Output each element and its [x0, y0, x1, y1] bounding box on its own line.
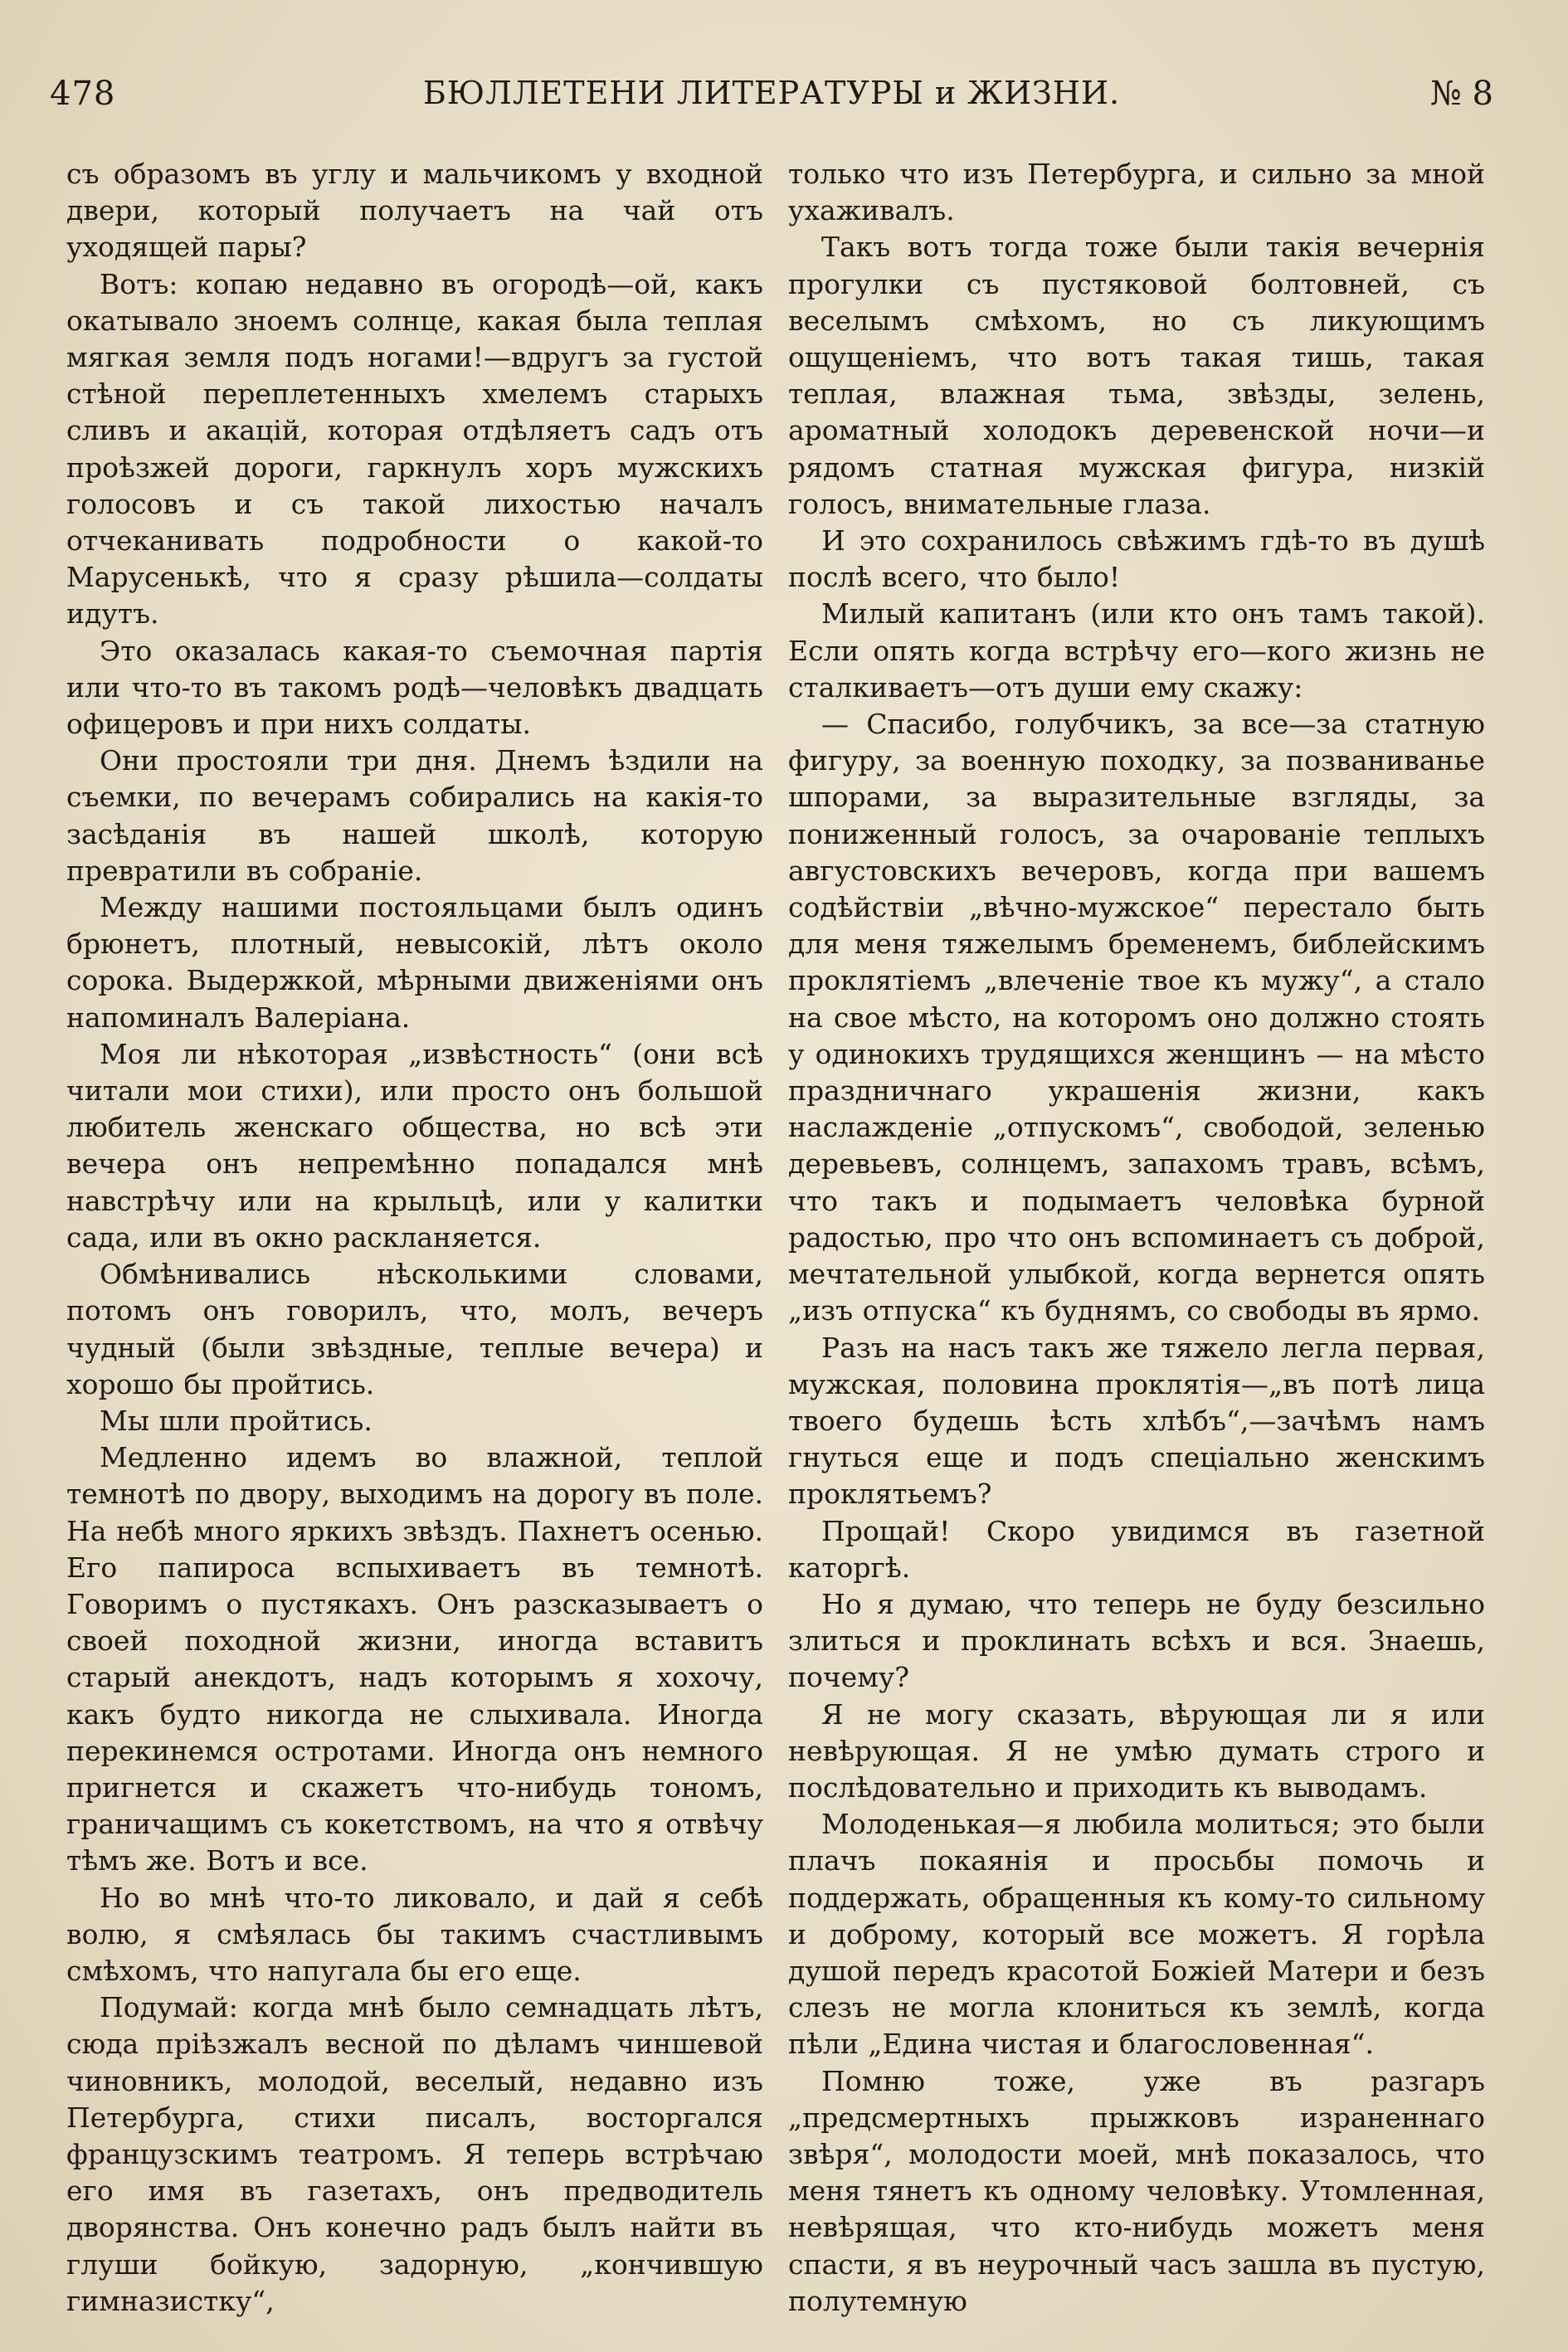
right-text-column [788, 156, 1485, 2346]
paragraph: Я не могу сказать, вѣрующая ли я или невѣрующая. Я не умѣю думать строго и послѣдовательно и приходить къ выводамъ. [788, 1697, 1485, 1804]
paragraph: Обмѣнивались нѣсколькими словами, потомъ онъ говорилъ, что, молъ, вечеръ чудный (были звѣздные, теплые вечера) и хорошо бы пройтись. [66, 1258, 763, 1400]
paragraph: Помню тоже, уже въ разгаръ „предсмертныхъ прыжковъ израненнаго звѣря“, молодости моей, мнѣ показалось, что меня тянетъ къ одному человѣку. Утомленная, невѣрящая, что кто-нибудь можетъ меня спасти, я въ неурочный часъ зашла въ пустую, полутемную [788, 2064, 1485, 2317]
paragraph: Такъ вотъ тогда тоже были такія вечернія прогулки съ пустяковой болтовней, съ веселымъ смѣхомъ, но съ ликующимъ ощущеніемъ, что вотъ такая тишь, такая теплая, влажная тьма, звѣзды, зелень, ароматный холодокъ деревенской ночи—и рядомъ статная мужская фигура, низкій голосъ, внимательные глаза. [788, 231, 1485, 520]
paragraph: Это оказалась какая-то съемочная партія или что-то въ такомъ родѣ—человѣкъ двадцать офицеровъ и при нихъ солдаты. [66, 634, 763, 741]
paragraph: Прощай! Скоро увидимся въ газетной каторгѣ. [788, 1514, 1485, 1584]
paragraph: Разъ на насъ такъ же тяжело легла первая, мужская, половина проклятія—„въ потѣ лица твоего будешь ѣсть хлѣбъ“,—зачѣмъ намъ гнуться еще и подъ спеціально женскимъ проклятьемъ? [788, 1331, 1485, 1511]
page-number: 478 [50, 75, 116, 113]
paragraph: Подумай: когда мнѣ было семнадцать лѣтъ, сюда пріѣзжалъ весной по дѣламъ чиншевой чиновникъ, молодой, веселый, недавно изъ Петербурга, стихи писалъ, восторгался французскимъ театромъ. Я теперь встрѣчаю его имя въ газетахъ, онъ предводитель дворянства. Онъ конечно радъ былъ найти въ глуши бойкую, задорную, „кончившую гимназистку“, [66, 1991, 763, 2317]
paragraph: Вотъ: копаю недавно въ огородѣ—ой, какъ окатывало зноемъ солнце, какая была теплая мягкая земля подъ ногами!—вдругъ за густой стѣной переплетенныхъ хмелемъ старыхъ сливъ и акацій, которая отдѣляетъ садъ отъ проѣзжей дороги, гаркнулъ хоръ мужскихъ голосовъ и съ такой лихостью началъ отчеканивать подробности о какой-то Марусенькѣ, что я сразу рѣшила—солдаты идутъ. [66, 267, 763, 631]
paragraph: Между нашими постояльцами былъ одинъ брюнетъ, плотный, невысокій, лѣтъ около сорока. Выдержкой, мѣрными движеніями онъ напоминалъ Валеріана. [66, 891, 763, 1034]
running-header [50, 75, 1493, 116]
journal-title: БЮЛЛЕТЕНИ ЛИТЕРАТУРЫ и ЖИЗНИ. [422, 75, 1121, 111]
paragraph: Они простояли три дня. Днемъ ѣздили на съемки, по вечерамъ собирались на какія-то засѣданія въ нашей школѣ, которую превратили въ собраніе. [66, 744, 763, 887]
left-text-column [66, 156, 763, 2346]
paragraph: Мы шли пройтись. [100, 1404, 373, 1437]
paragraph: Молоденькая—я любила молиться; это были плачъ покаянія и просьбы помочь и поддержать, обращенныя къ кому-то сильному и доброму, который все можетъ. Я горѣла душой передъ красотой Божіей Матери и безъ слезъ не могла клониться къ землѣ, когда пѣли „Едина чистая и благословенная“. [788, 1808, 1485, 2061]
paragraph: Но во мнѣ что-то ликовало, и дай я себѣ волю, я смѣялась бы такимъ счастливымъ смѣхомъ, что напугала бы его еще. [66, 1881, 763, 1987]
paragraph: — Спасибо, голубчикъ, за все—за статную фигуру, за военную походку, за позваниванье шпорами, за выразительные взгляды, за пониженный голосъ, за очарованіе теплыхъ августовскихъ вечеровъ, когда при вашемъ содѣйствіи „вѣчно-мужское“ перестало быть для меня тяжелымъ бременемъ, библейскимъ проклятіемъ „влеченіе твое къ мужу“, а стало на свое мѣсто, на которомъ оно должно стоять у одинокихъ трудящихся женщинъ — на мѣсто праздничнаго украшенія жизни, какъ наслажденіе „отпускомъ“, свободой, зеленью деревьевъ, солнцемъ, запахомъ травъ, всѣмъ, что такъ и подымаетъ человѣка бурной радостью, про что онъ вспоминаетъ съ доброй, мечтательной улыбкой, когда вернется опять „изъ отпуска“ къ буднямъ, со свободы въ ярмо. [788, 708, 1485, 1327]
paragraph: только что изъ Петербурга, и сильно за мной ухаживалъ. [788, 158, 1485, 227]
paragraph: Милый капитанъ (или кто онъ тамъ такой). Если опять когда встрѣчу его—кого жизнь не сталкиваетъ—отъ души ему скажу: [788, 597, 1485, 704]
paragraph: Моя ли нѣкоторая „извѣстность“ (они всѣ читали мои стихи), или просто онъ большой любитель женскаго общества, но всѣ эти вечера онъ непремѣнно попадался мнѣ навстрѣчу или на крыльцѣ, или у калитки сада, или въ окно раскланяется. [66, 1037, 763, 1254]
paragraph: И это сохранилось свѣжимъ гдѣ-то въ душѣ послѣ всего, что было! [788, 524, 1485, 594]
paragraph: Но я думаю, что теперь не буду безсильно злиться и проклинать всѣхъ и вся. Знаешь, почему? [788, 1587, 1485, 1694]
paragraph: Медленно идемъ во влажной, теплой темнотѣ по двору, выходимъ на дорогу въ поле. На небѣ много яркихъ звѣздъ. Пахнетъ осенью. Его папироса вспыхиваетъ въ темнотѣ. Говоримъ о пустякахъ. Онъ разсказываетъ о своей походной жизни, иногда вставитъ старый анекдотъ, надъ которымъ я хохочу, какъ будто никогда не слыхивала. Иногда перекинемся остротами. Иногда онъ немного пригнется и скажетъ что-нибудь тономъ, граничащимъ съ кокетствомъ, на что я отвѣчу тѣмъ же. Вотъ и все. [66, 1441, 763, 1877]
issue-number: № 8 [1429, 75, 1493, 113]
paragraph: съ образомъ въ углу и мальчикомъ у входной двери, который получаетъ на чай отъ уходящей пары? [66, 158, 763, 264]
